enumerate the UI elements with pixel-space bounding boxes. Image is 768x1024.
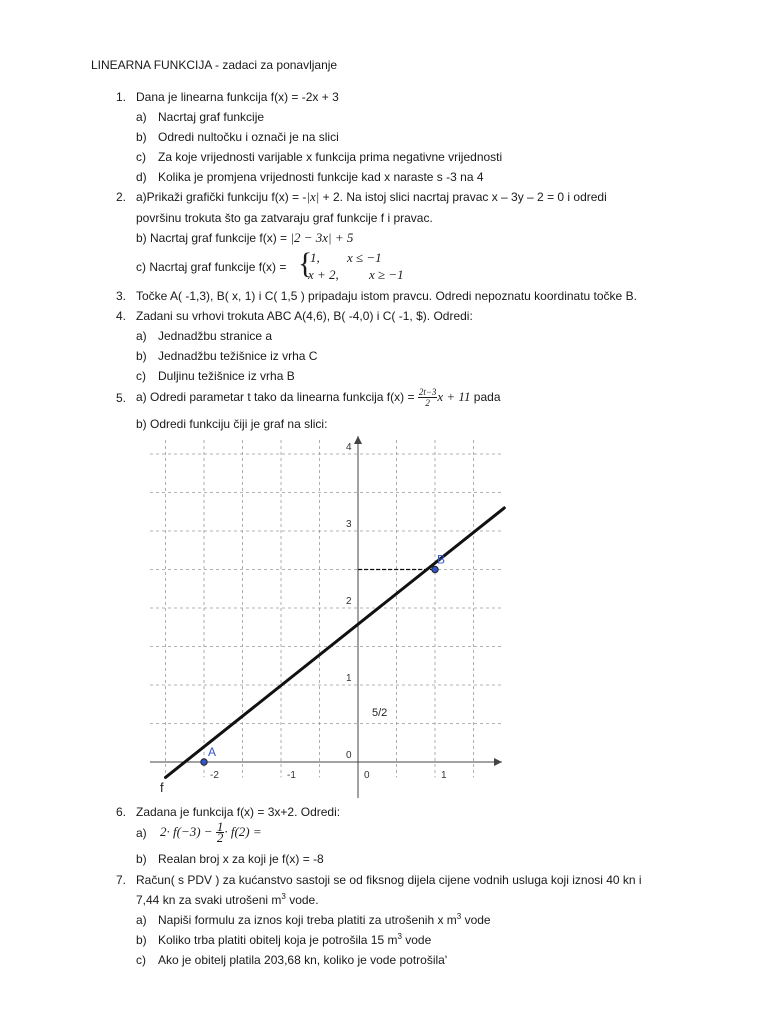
q7-b-text bbox=[158, 932, 431, 948]
q6-a-post: · f(2) = bbox=[224, 824, 262, 839]
q7-a-sup: 3 bbox=[456, 912, 462, 921]
q5-fraction bbox=[418, 387, 438, 408]
q2-number: 2. bbox=[116, 190, 127, 204]
q2-c-row2-condition: x ≥ −1 bbox=[369, 267, 404, 282]
function-line-f bbox=[166, 508, 505, 778]
x-axis-arrow bbox=[494, 758, 502, 766]
x-tick-label: -1 bbox=[287, 770, 296, 781]
q1-c-text: Za koje vrijednosti varijable x funkcija prima negativne vrijednosti bbox=[158, 150, 503, 164]
q2-c-row1-value: 1, bbox=[310, 250, 320, 265]
q7-a-post: vode bbox=[461, 913, 491, 927]
q1-number: 1. bbox=[116, 90, 127, 104]
q2-a-post: + 2. Na istoj slici nacrtaj pravac x – 3y – 2 = 0 i odredi bbox=[319, 190, 607, 204]
q5-a-line bbox=[136, 382, 501, 412]
q7-b-sup: 3 bbox=[397, 932, 402, 941]
point-a bbox=[201, 759, 207, 765]
q4-number: 4. bbox=[116, 309, 127, 323]
q2-a-line2: površinu trokuta što ga zatvaraju graf funkcije f i pravac. bbox=[136, 211, 433, 225]
q6-b-label: b) bbox=[136, 852, 147, 866]
q4-c-text: Duljinu težišnice iz vrha B bbox=[158, 369, 295, 383]
q5-b-text: b) Odredi funkciju čiji je graf na slici: bbox=[136, 417, 328, 431]
q1-d-text: Kolika je promjena vrijednosti funkcije kad x naraste s -3 na 4 bbox=[158, 170, 484, 184]
q7-b-label: b) bbox=[136, 933, 147, 947]
q1-c-label: c) bbox=[136, 150, 146, 164]
q2-a-line1 bbox=[136, 189, 607, 205]
q7-a-label: a) bbox=[136, 913, 147, 927]
q4-c-label: c) bbox=[136, 369, 146, 383]
q5-a-expr: x + 11 bbox=[437, 389, 471, 404]
x-tick-label: -2 bbox=[210, 770, 219, 781]
q5-a-pre: a) Odredi parametar t tako da linearna funkcija f(x) = bbox=[136, 390, 418, 404]
q2-b-pre: b) Nacrtaj graf funkcije f(x) = bbox=[136, 231, 291, 245]
q7-line2-post: vode. bbox=[285, 893, 319, 907]
y-tick-label: 0 bbox=[346, 750, 352, 761]
q6-fraction-denominator: 2 bbox=[216, 830, 224, 846]
q2-c-pre: c) Nacrtaj graf funkcije f(x) = bbox=[136, 260, 287, 274]
annotation-five-halves: 5/2 bbox=[372, 706, 388, 719]
q1-b-text: Odredi nultočku i označi je na slici bbox=[158, 130, 339, 144]
y-tick-label: 1 bbox=[346, 673, 352, 684]
q7-line2-pre: 7,44 kn za svaki utrošeni m bbox=[136, 893, 282, 907]
q2-a-abs: |x| bbox=[306, 189, 320, 204]
x-tick-label: 1 bbox=[441, 770, 447, 781]
function-label-f: f bbox=[160, 780, 164, 795]
q4-text: Zadani su vrhovi trokuta ABC A(4,6), B( -4,0) i C( -1, $). Odredi: bbox=[136, 309, 473, 323]
q5-fraction-numerator: 2t−3 bbox=[418, 387, 437, 398]
q6-a-label: a) bbox=[136, 826, 147, 840]
y-tick-label: 4 bbox=[346, 442, 352, 453]
q6-a-expression bbox=[160, 818, 262, 846]
q2-c-row2-value: x + 2, bbox=[308, 267, 339, 282]
graph-function-line bbox=[166, 508, 505, 778]
function-graph bbox=[150, 432, 510, 800]
q6-number: 6. bbox=[116, 805, 127, 819]
worksheet-title: LINEARNA FUNKCIJA - zadaci za ponavljanje bbox=[91, 58, 338, 72]
q2-b-line bbox=[136, 230, 353, 246]
q2-c-brace: { bbox=[298, 247, 313, 280]
q5-number: 5. bbox=[116, 391, 127, 405]
q7-c-label: c) bbox=[136, 953, 146, 967]
q1-text: Dana je linearna funkcija f(x) = -2x + 3 bbox=[136, 90, 339, 104]
q1-a-label: a) bbox=[136, 110, 147, 124]
q7-b-post: vode bbox=[401, 933, 432, 947]
y-tick-label: 3 bbox=[346, 519, 352, 530]
graph-tick-labels bbox=[210, 442, 447, 781]
q7-a-text bbox=[158, 912, 491, 928]
point-b bbox=[432, 566, 438, 572]
q1-b-label: b) bbox=[136, 130, 147, 144]
q2-a-pre: a)Prikaži grafički funkciju f(x) = - bbox=[136, 190, 307, 204]
q7-line2-sup: 3 bbox=[281, 892, 286, 901]
q3-text: Točke A( -1,3), B( x, 1) i C( 1,5 ) pripadaju istom pravcu. Odredi nepoznatu koordinatu točke B. bbox=[136, 289, 637, 303]
q6-a-pre: 2· f(−3) − bbox=[160, 824, 216, 839]
q7-number: 7. bbox=[116, 873, 127, 887]
q1-d-label: d) bbox=[136, 170, 147, 184]
graph-grid bbox=[150, 440, 502, 777]
q4-b-text: Jednadžbu težišnice iz vrha C bbox=[158, 349, 318, 363]
y-tick-label: 2 bbox=[346, 596, 352, 607]
q1-a-text: Nacrtaj graf funkcije bbox=[158, 110, 265, 124]
y-axis-arrow bbox=[354, 436, 362, 444]
q7-line1: Račun( s PDV ) za kućanstvo sastoji se od fiksnog dijela cijene vodnih usluga koji iznosi 40 kn i bbox=[136, 873, 642, 887]
q4-b-label: b) bbox=[136, 349, 147, 363]
q4-a-text: Jednadžbu stranice a bbox=[158, 329, 273, 343]
q6-text: Zadana je funkcija f(x) = 3x+2. Odredi: bbox=[136, 805, 341, 819]
q4-a-label: a) bbox=[136, 329, 147, 343]
q7-b-pre: Koliko trba platiti obitelj koja je potrošila 15 m bbox=[158, 933, 398, 947]
point-a-label: A bbox=[208, 745, 217, 759]
q7-a-pre: Napiši formulu za iznos koji treba platiti za utrošenih x m bbox=[158, 913, 457, 927]
q5-fraction-denominator: 2 bbox=[425, 398, 430, 409]
q3-number: 3. bbox=[116, 289, 127, 303]
q2-c-row1-condition: x ≤ −1 bbox=[347, 250, 382, 265]
q7-c-text: Ako je obitelj platila 203,68 kn, koliko je vode potrošila' bbox=[158, 953, 448, 967]
graph-axes bbox=[150, 436, 502, 798]
q6-b-text: Realan broj x za koji je f(x) = -8 bbox=[158, 852, 324, 866]
point-b-label: B bbox=[437, 552, 446, 567]
x-tick-label: 0 bbox=[364, 770, 370, 781]
q5-a-post: pada bbox=[470, 390, 501, 404]
q2-b-expr: |2 − 3x| + 5 bbox=[290, 230, 354, 245]
q7-line2 bbox=[136, 892, 319, 908]
q6-fraction-numerator: 1 bbox=[216, 819, 224, 835]
